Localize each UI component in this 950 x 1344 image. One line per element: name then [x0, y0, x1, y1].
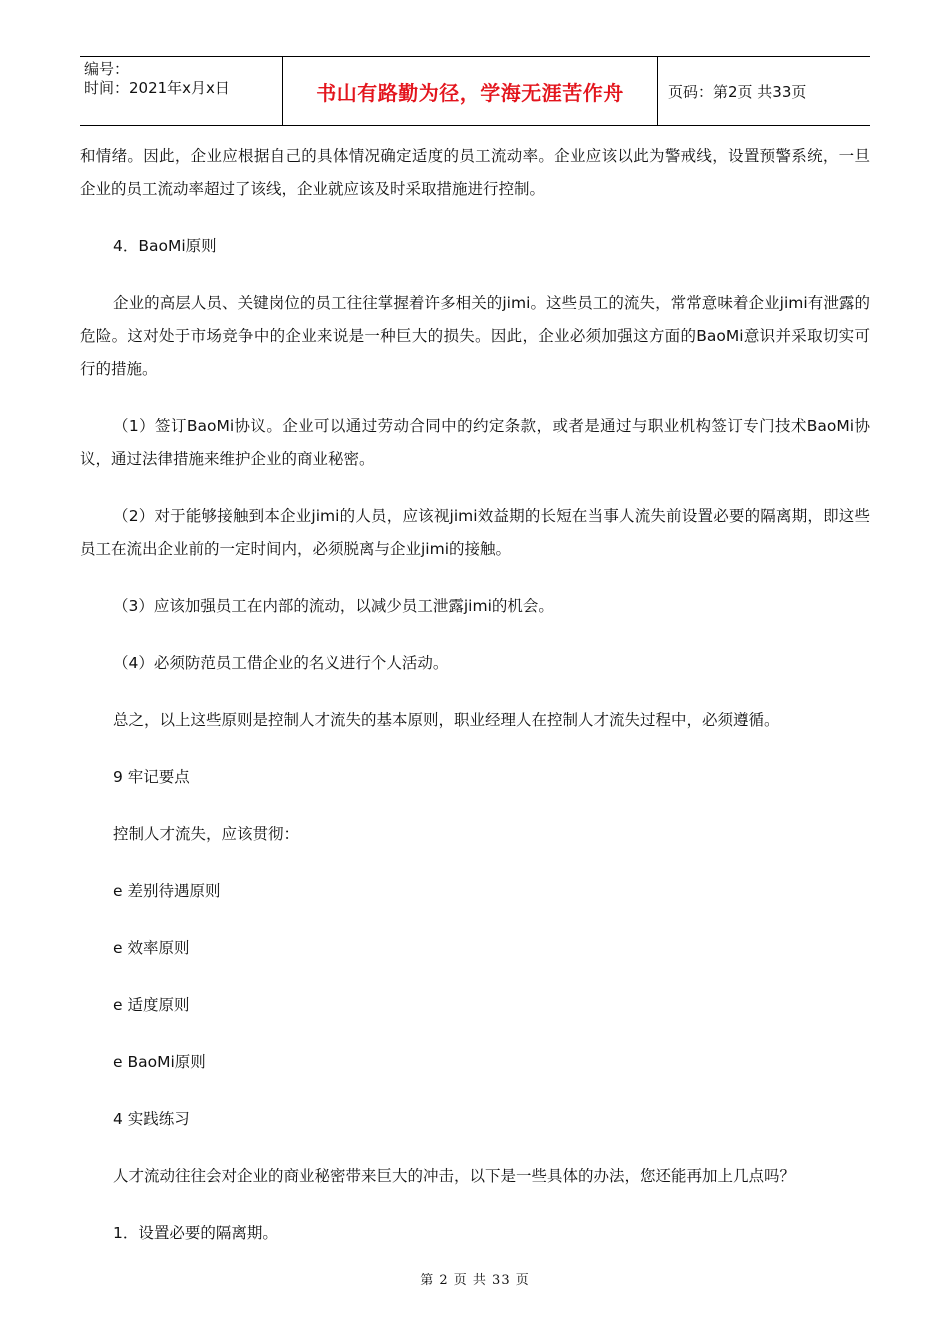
page-footer: 第 2 页 共 33 页	[420, 1273, 530, 1288]
list-item-1: （1）签订BaoMi协议。企业可以通过劳动合同中的约定条款，或者是通过与职业机构签订专门技术BaoMi协议，通过法律措施来维护企业的商业秘密。	[80, 417, 870, 468]
practice-item-1: 1．设置必要的隔离期。	[113, 1224, 278, 1242]
heading-key-points: 9 牢记要点	[113, 768, 190, 786]
heading-practice: 4 实践练习	[113, 1110, 190, 1128]
key-point-item: e BaoMi原则	[113, 1053, 206, 1071]
paragraph-summary: 总之，以上这些原则是控制人才流失的基本原则，职业经理人在控制人才流失过程中，必须遵循。	[113, 711, 780, 729]
paragraph-baomi-intro: 企业的高层人员、关键岗位的员工往往掌握着许多相关的jimi。这些员工的流失，常常意味着企业jimi有泄露的危险。这对处于市场竞争中的企业来说是一种巨大的损失。因此，企业必须加强这方面的BaoMi意识并采取切实可行的措施。	[80, 294, 870, 378]
document-body	[80, 140, 870, 1274]
document-time-label: 时间：2021年x月x日	[84, 79, 230, 97]
header-motto: 书山有路勤为径，学海无涯苦作舟	[282, 57, 658, 125]
list-item-4: （4）必须防范员工借企业的名义进行个人活动。	[113, 654, 449, 672]
key-point-item: e 适度原则	[113, 996, 190, 1014]
header-page-info: 页码：第2页 共33页	[668, 82, 807, 101]
paragraph-continuation: 和情绪。因此，企业应根据自己的具体情况确定适度的员工流动率。企业应该以此为警戒线，设置预警系统，一旦企业的员工流动率超过了该线，企业就应该及时采取措施进行控制。	[80, 147, 870, 198]
header-meta	[80, 57, 282, 125]
key-point-item: e 差别待遇原则	[113, 882, 221, 900]
section-heading-baomi: 4．BaoMi原则	[113, 237, 217, 255]
list-item-2: （2）对于能够接触到本企业jimi的人员，应该视jimi效益期的长短在当事人流失前设置必要的隔离期，即这些员工在流出企业前的一定时间内，必须脱离与企业jimi的接触。	[80, 507, 870, 558]
page-header	[80, 56, 870, 126]
document-number-label: 编号：	[84, 60, 130, 78]
list-item-3: （3）应该加强员工在内部的流动，以减少员工泄露jimi的机会。	[113, 597, 554, 615]
paragraph-key-points-intro: 控制人才流失，应该贯彻：	[113, 825, 300, 843]
paragraph-practice-intro: 人才流动往往会对企业的商业秘密带来巨大的冲击，以下是一些具体的办法，您还能再加上几点吗？	[113, 1167, 796, 1185]
key-point-item: e 效率原则	[113, 939, 190, 957]
